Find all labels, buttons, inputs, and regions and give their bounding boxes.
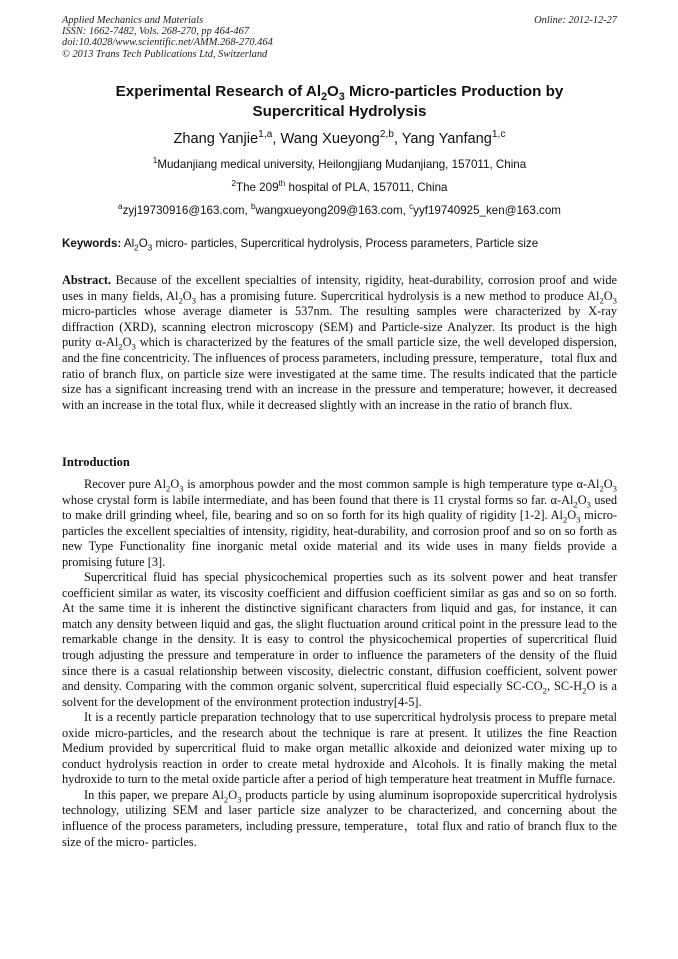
paragraph: Supercritical fluid has special physicochemical properties such as its solvent power and heat transfer coefficient similar as water, its viscosity coefficient and diffusion coefficient similar as gas and so on so forth. At the same time it is inherent the distinctive significant characters from liquid and gas, for instance, it can match any density between liquid and gas, the slight fluctuation around critical point in the pressure lead to the remarkable change in the density. It is easy to control the physicochemical properties of supercritical fluid trough adjusting the pressure and temperature in order to influence the parameters of the density of the fluid since there is a casual relationship between viscosity, dielectric constant, diffusion coefficient, solvent power and density. Comparing with the common organic solvent, supercritical fluid especially $SC-CO_2$, $SC-H_2O$ is a solvent for the development of the environment protection industry[4-5]. — [62, 570, 617, 709]
affiliation-1: $^1$Mudanjiang medical university, Heilongjiang Mudanjiang, 157011, China — [152, 156, 527, 171]
author-emails: $^a$zyj19730916@163.com, $^b$wangxueyong209@163.com, $^c$yyf19740925_ken@163.com — [118, 202, 561, 217]
email-link[interactable]: zyj19730916@163.com, — [122, 204, 251, 217]
author-name: , Wang Xueyong — [272, 131, 380, 147]
introduction-body — [62, 477, 617, 850]
email-link[interactable]: wangxueyong209@163.com, — [255, 204, 410, 217]
copyright-line: © 2013 Trans Tech Publications Ltd, Switzerland — [62, 48, 268, 60]
abstract-label: Abstract. — [62, 273, 112, 287]
paper-title — [62, 82, 617, 121]
title-line-1: Experimental Research of $Al_2O_3$ Micro-particles Production by — [115, 83, 564, 104]
title-line-2: Supercritical Hydrolysis — [252, 102, 427, 120]
doi-line: doi:10.4028/www.scientific.net/AMM.268-270.464 — [62, 37, 273, 49]
affiliation-2: $^2$The 209th hospital of PLA, 157011, China — [231, 179, 448, 194]
paragraph: It is a recently particle preparation technology that to use supercritical hydrolysis process to prepare metal oxide micro-particles, and the research about the technique is rare at present. It utilizes the fine Reaction Medium provided by supercritical fluid to make organ metallic alkoxide and deionized water mixing up to conduct hydrolysis reaction in order to create metal hydroxide and Alcohols. It is finally making the metal hydroxide to turn to the metal oxide particle after a period of high temperature heat treatment in Muffle furnace. — [62, 710, 617, 787]
author-list: Zhang Yanjie$^{1,a}$, Wang Xueyong$^{2,b}$, Yang Yanfang$^{1,c}$ — [173, 129, 506, 147]
author-name: , Yang Yanfang — [393, 131, 492, 147]
journal-header — [62, 15, 617, 60]
email-link[interactable]: yyf19740925_ken@163.com — [413, 204, 561, 217]
journal-name: Applied Mechanics and Materials — [62, 15, 204, 26]
author-name: Zhang Yanjie — [173, 131, 259, 147]
paragraph: Recover pure $Al_2O_3$ is amorphous powder and the most common sample is high temperature type $\alpha-Al_2O_3$ whose crystal form is labile intermediate, and has been found that there is 11 crystal forms so far. $\alpha-Al_2O_3$ used to make drill grinding wheel, file, bearing and so on so forth for its high quality of rigidity [1-2]. $Al_2O_3$ micro- particles the excellent specialties of intensity, rigidity, heat-durability, and corrosion proof and so on so forth as new Type Functionality fine inorganic metal oxide material and its wide uses in many fields provide a promising future [3]. — [62, 477, 617, 569]
issn-line: ISSN: 1662-7482, Vols. 268-270, pp 464-467 — [62, 26, 250, 38]
keywords: Keywords: $Al_2O_3$ micro- particles, Supercritical hydrolysis, Process parameters, Particle size — [62, 237, 539, 253]
keywords-label: Keywords: — [62, 237, 122, 250]
paragraph: In this paper, we prepare $Al_2O_3$ products particle by using aluminum isopropoxide supercritical hydrolysis technology, utilizing SEM and laser particle size analyzer to be characterized, and concerning about the influence of the process parameters, including pressure, temperature，total flux and ratio of branch flux to the size of the micro- particles. — [62, 787, 618, 849]
section-heading-introduction: Introduction — [62, 455, 130, 469]
abstract: Abstract. Because of the excellent specialties of intensity, rigidity, heat-durability, corrosion proof and wide uses in many fields, $Al_2O_3$ has a promising future. Supercritical hydrolysis is a new method to produce $Al_2O_3$ micro-particles whose average diameter is 537nm. The resulting samples were characterized by X-ray diffraction (XRD), scanning electron microscopy (SEM) and Particle-size Analyzer. Its product is the high purity $\alpha-Al_2O_3$ which is characterized by the features of the small particle size, the well developed dispersion, and the fine concentricity. The influences of process parameters, including pressure, temperature，total flux and ratio of branch flux, on particle size were investigated at the same time. The results indicated that the particle size has a significant increasing trend with an increase in the pressure and temperature; however, it decreased with an increase in the total flux, while it decreased slightly with an increase in the ratio of branch flux. — [62, 273, 617, 412]
online-date: Online: 2012-12-27 — [534, 15, 617, 26]
